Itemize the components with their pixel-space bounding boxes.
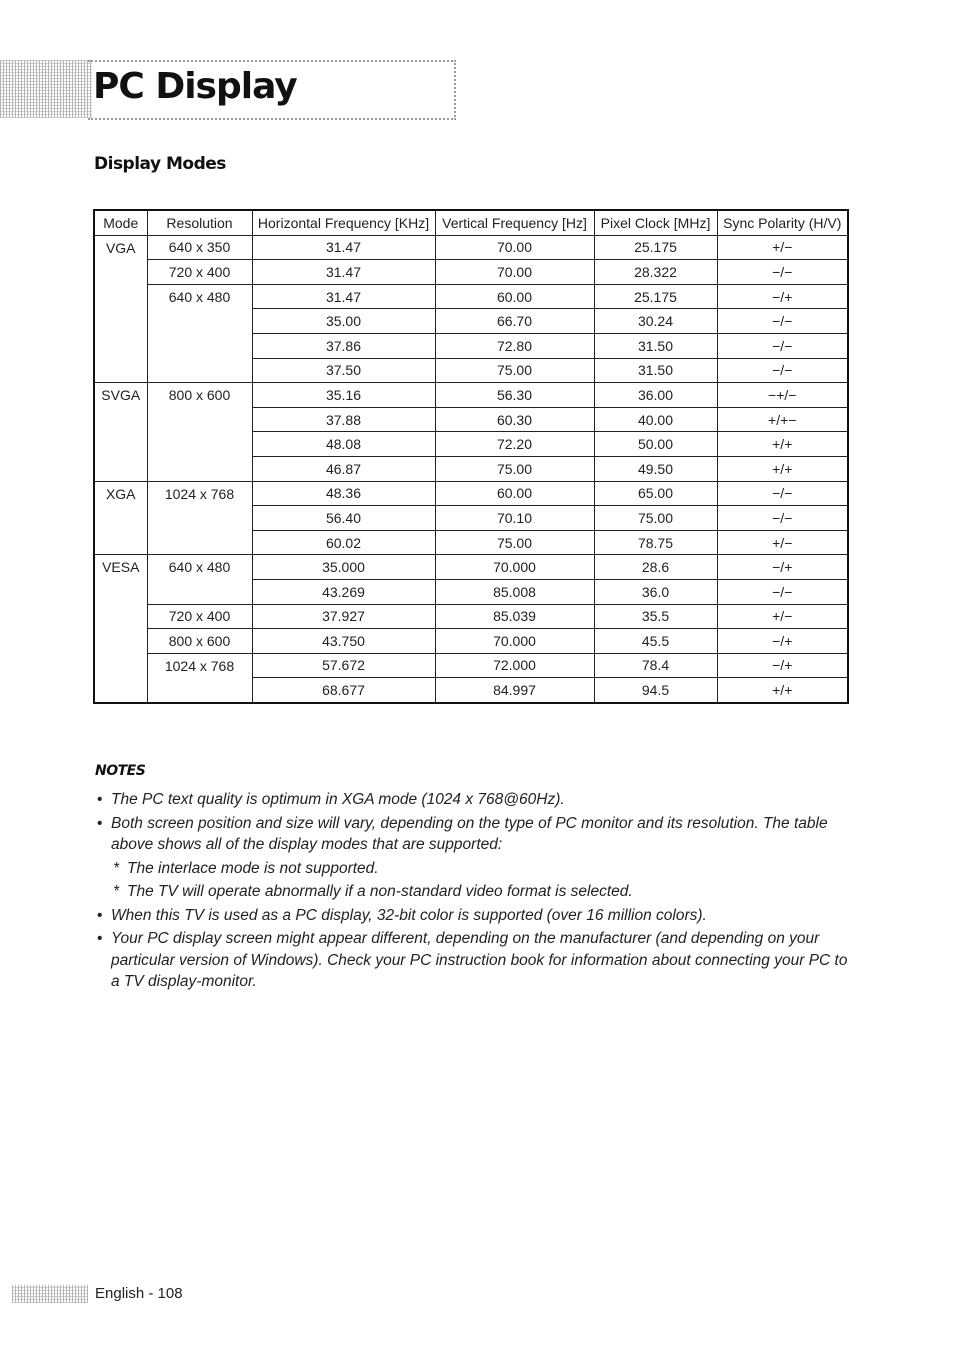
- table-row: [94, 383, 848, 408]
- table-cell: XGA: [94, 481, 147, 506]
- table-cell: 50.00: [594, 432, 717, 457]
- table-cell: 70.00: [435, 260, 594, 285]
- table-row: [94, 506, 848, 531]
- table-cell: 70.00: [435, 235, 594, 260]
- table-cell: 43.269: [252, 579, 435, 604]
- table-cell: [94, 407, 147, 432]
- table-row: [94, 309, 848, 334]
- table-cell: −/−: [717, 260, 848, 285]
- table-row: [94, 629, 848, 654]
- note-item: • The PC text quality is optimum in XGA mode (1024 x 768@60Hz).: [97, 789, 857, 811]
- table-row: [94, 260, 848, 285]
- table-row: [94, 432, 848, 457]
- table-cell: 720 x 400: [147, 260, 252, 285]
- notes-heading: NOTES: [95, 763, 146, 779]
- table-cell: [94, 579, 147, 604]
- table-cell: 68.677: [252, 678, 435, 703]
- table-cell: −/−: [717, 481, 848, 506]
- table-cell: 31.47: [252, 260, 435, 285]
- page-header: [0, 60, 456, 118]
- table-cell: 72.80: [435, 333, 594, 358]
- table-cell: [147, 309, 252, 334]
- table-cell: [94, 678, 147, 703]
- note-subitem: * The TV will operate abnormally if a non-standard video format is selected.: [97, 881, 857, 903]
- table-cell: 94.5: [594, 678, 717, 703]
- table-cell: 31.50: [594, 333, 717, 358]
- table-cell: 37.88: [252, 407, 435, 432]
- table-cell: [94, 432, 147, 457]
- table-row: [94, 481, 848, 506]
- note-item: • When this TV is used as a PC display, 32-bit color is supported (over 16 million colors).: [97, 905, 857, 927]
- table-cell: 28.6: [594, 555, 717, 580]
- note-subitem: * The interlace mode is not supported.: [97, 858, 857, 880]
- table-cell: [94, 333, 147, 358]
- table-cell: 31.50: [594, 358, 717, 383]
- table-cell: −/+: [717, 555, 848, 580]
- table-cell: [147, 530, 252, 555]
- table-cell: 70.000: [435, 555, 594, 580]
- table-cell: 75.00: [435, 456, 594, 481]
- table-cell: [94, 629, 147, 654]
- table-cell: 70.10: [435, 506, 594, 531]
- table-cell: [94, 506, 147, 531]
- table-cell: 70.000: [435, 629, 594, 654]
- table-cell: −/+: [717, 653, 848, 678]
- table-cell: 49.50: [594, 456, 717, 481]
- table-cell: 48.36: [252, 481, 435, 506]
- table-cell: 75.00: [435, 530, 594, 555]
- table-cell: 60.02: [252, 530, 435, 555]
- page-title: PC Display: [93, 66, 297, 107]
- table-cell: 640 x 350: [147, 235, 252, 260]
- table-cell: 31.47: [252, 284, 435, 309]
- table-cell: 56.30: [435, 383, 594, 408]
- table-row: [94, 235, 848, 260]
- table-cell: 43.750: [252, 629, 435, 654]
- table-cell: 75.00: [594, 506, 717, 531]
- table-cell: −/+: [717, 284, 848, 309]
- table-cell: 1024 x 768: [147, 481, 252, 506]
- table-cell: −/−: [717, 309, 848, 334]
- column-header: Sync Polarity (H/V): [717, 210, 848, 235]
- table-cell: +/−: [717, 235, 848, 260]
- table-cell: 66.70: [435, 309, 594, 334]
- table-cell: 720 x 400: [147, 604, 252, 629]
- footer-decoration: [12, 1285, 88, 1303]
- table-cell: [147, 358, 252, 383]
- table-cell: 75.00: [435, 358, 594, 383]
- header-decoration: [0, 60, 92, 118]
- table-cell: 72.000: [435, 653, 594, 678]
- table-cell: +/+−: [717, 407, 848, 432]
- table-cell: 85.039: [435, 604, 594, 629]
- notes-list: [97, 789, 857, 995]
- table-cell: 36.0: [594, 579, 717, 604]
- table-cell: 57.672: [252, 653, 435, 678]
- table-row: [94, 604, 848, 629]
- table-cell: 85.008: [435, 579, 594, 604]
- table-cell: VESA: [94, 555, 147, 580]
- table-cell: −+/−: [717, 383, 848, 408]
- table-cell: [94, 309, 147, 334]
- table-cell: [94, 530, 147, 555]
- table-cell: 35.000: [252, 555, 435, 580]
- table-cell: 36.00: [594, 383, 717, 408]
- table-cell: 25.175: [594, 235, 717, 260]
- table-cell: 84.997: [435, 678, 594, 703]
- table-cell: [147, 456, 252, 481]
- table-cell: 72.20: [435, 432, 594, 457]
- table-cell: 25.175: [594, 284, 717, 309]
- table-row: [94, 678, 848, 703]
- table-cell: 56.40: [252, 506, 435, 531]
- table-cell: 800 x 600: [147, 383, 252, 408]
- table-cell: −/−: [717, 506, 848, 531]
- table-cell: 640 x 480: [147, 284, 252, 309]
- note-item: • Both screen position and size will vary, depending on the type of PC monitor and its resolution. The table above shows all of the display modes that are supported:: [97, 813, 857, 856]
- table-cell: [94, 653, 147, 678]
- table-cell: 1024 x 768: [147, 653, 252, 678]
- table-row: [94, 407, 848, 432]
- table-header-row: [94, 210, 848, 235]
- table-cell: 78.75: [594, 530, 717, 555]
- table-cell: 37.927: [252, 604, 435, 629]
- table-cell: 35.16: [252, 383, 435, 408]
- table-cell: 40.00: [594, 407, 717, 432]
- table-cell: 37.86: [252, 333, 435, 358]
- table-cell: [94, 456, 147, 481]
- table-row: [94, 358, 848, 383]
- table-cell: [94, 284, 147, 309]
- column-header: Vertical Frequency [Hz]: [435, 210, 594, 235]
- column-header: Pixel Clock [MHz]: [594, 210, 717, 235]
- table-cell: −/−: [717, 358, 848, 383]
- section-heading: Display Modes: [94, 154, 226, 174]
- table-cell: 45.5: [594, 629, 717, 654]
- table-cell: 46.87: [252, 456, 435, 481]
- table-cell: [147, 579, 252, 604]
- table-cell: 31.47: [252, 235, 435, 260]
- table-cell: 37.50: [252, 358, 435, 383]
- table-row: [94, 530, 848, 555]
- table-cell: 60.00: [435, 481, 594, 506]
- table-row: [94, 284, 848, 309]
- table-cell: +/−: [717, 604, 848, 629]
- table-cell: 78.4: [594, 653, 717, 678]
- column-header: Horizontal Frequency [KHz]: [252, 210, 435, 235]
- table-row: [94, 653, 848, 678]
- table-cell: 800 x 600: [147, 629, 252, 654]
- table-cell: 48.08: [252, 432, 435, 457]
- table-cell: [147, 333, 252, 358]
- table-cell: 60.30: [435, 407, 594, 432]
- table-cell: +/+: [717, 456, 848, 481]
- table-cell: [94, 260, 147, 285]
- table-cell: +/+: [717, 432, 848, 457]
- table-cell: 60.00: [435, 284, 594, 309]
- table-cell: −/−: [717, 333, 848, 358]
- table-cell: [147, 506, 252, 531]
- table-cell: −/+: [717, 629, 848, 654]
- page-number: English - 108: [95, 1285, 183, 1302]
- note-item: • Your PC display screen might appear different, depending on the manufacturer (and depending on your particular version of Windows). Check your PC instruction book for information about connecting your PC to a TV display-monitor.: [97, 928, 857, 993]
- table-cell: 35.00: [252, 309, 435, 334]
- table-cell: 35.5: [594, 604, 717, 629]
- table-cell: [94, 358, 147, 383]
- table-cell: VGA: [94, 235, 147, 260]
- table-row: [94, 579, 848, 604]
- table-cell: [147, 432, 252, 457]
- column-header: Resolution: [147, 210, 252, 235]
- table-cell: [147, 407, 252, 432]
- table-cell: −/−: [717, 579, 848, 604]
- table-cell: 30.24: [594, 309, 717, 334]
- table-cell: SVGA: [94, 383, 147, 408]
- table-cell: 640 x 480: [147, 555, 252, 580]
- table-cell: [147, 678, 252, 703]
- table-cell: +/−: [717, 530, 848, 555]
- table-cell: 65.00: [594, 481, 717, 506]
- table-cell: +/+: [717, 678, 848, 703]
- table-row: [94, 333, 848, 358]
- column-header: Mode: [94, 210, 147, 235]
- table-row: [94, 456, 848, 481]
- table-cell: [94, 604, 147, 629]
- table-row: [94, 555, 848, 580]
- display-modes-table: [93, 209, 849, 704]
- table-cell: 28.322: [594, 260, 717, 285]
